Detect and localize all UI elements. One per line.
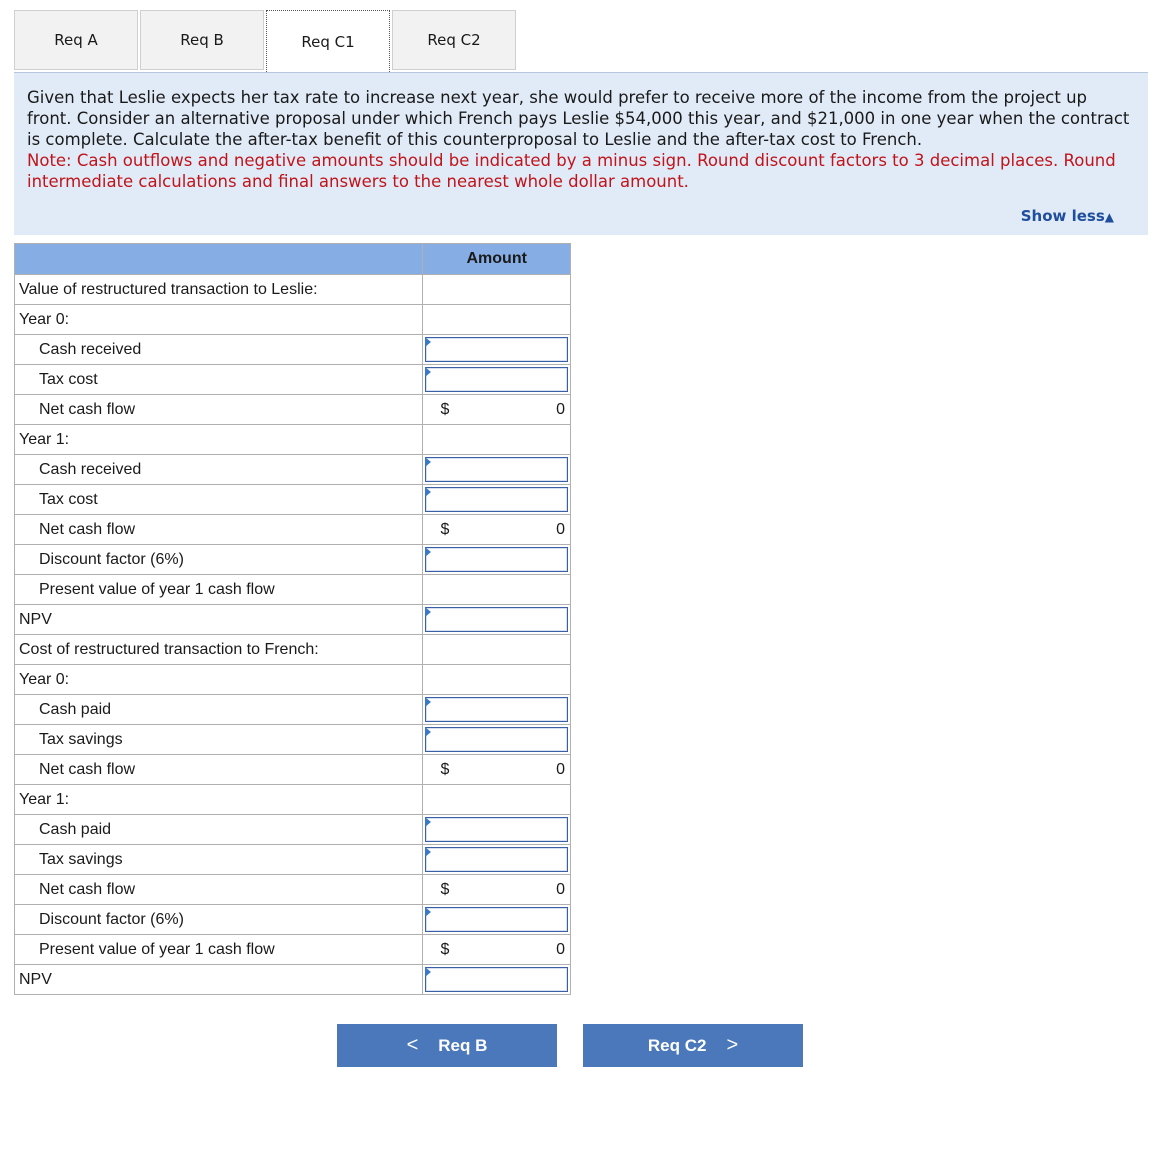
row-label: Net cash flow: [15, 515, 423, 545]
tab-req-b[interactable]: Req B: [140, 10, 264, 70]
french-npv-input[interactable]: [425, 967, 568, 992]
tab-req-a[interactable]: Req A: [14, 10, 138, 70]
leslie-y0-tax-cost-input[interactable]: [425, 367, 568, 392]
row-label: Year 0:: [15, 305, 423, 335]
section-label-leslie: Value of restructured transaction to Leslie:: [15, 275, 423, 305]
table-row: [15, 935, 571, 965]
row-label: Cash received: [15, 455, 423, 485]
row-label: Year 0:: [15, 665, 423, 695]
prev-req-b-button[interactable]: [337, 1024, 557, 1067]
french-pv-year1-value: 0: [556, 940, 565, 958]
table-row: [15, 815, 571, 845]
row-label: Year 1:: [15, 425, 423, 455]
row-label: Year 1:: [15, 785, 423, 815]
instructions-text: Given that Leslie expects her tax rate to increase next year, she would prefer to receive more of the income from the project up front. Consider an alternative proposal under which French pays Leslie $54,000 this year, and $21,000 in one year when the contract is complete. Calculate the after-tax benefit of this counterproposal to Leslie and the after-tax cost to French.: [27, 88, 1130, 149]
table-row: [15, 875, 571, 905]
table-row: [15, 785, 571, 815]
currency-symbol: $: [440, 520, 450, 538]
next-req-c2-button[interactable]: [583, 1024, 803, 1067]
section-label-french: Cost of restructured transaction to French:: [15, 635, 423, 665]
table-row: [15, 425, 571, 455]
table-row: [15, 395, 571, 425]
header-label-cell: [15, 244, 423, 275]
french-y1-net-cash-flow-value: 0: [556, 880, 565, 898]
table-row: [15, 725, 571, 755]
row-label: Tax cost: [15, 365, 423, 395]
show-less-label: Show less: [1020, 207, 1105, 225]
chevron-left-icon: <: [406, 1034, 419, 1056]
row-label: Net cash flow: [15, 875, 423, 905]
row-label: Discount factor (6%): [15, 545, 423, 575]
row-label: Tax savings: [15, 845, 423, 875]
row-label: Present value of year 1 cash flow: [15, 935, 423, 965]
table-row: [15, 335, 571, 365]
row-label: Net cash flow: [15, 395, 423, 425]
table-row: [15, 575, 571, 605]
instructions-panel: [14, 72, 1148, 235]
leslie-y1-net-cash-flow-value: 0: [556, 520, 565, 538]
table-row: [15, 545, 571, 575]
french-y0-tax-savings-input[interactable]: [425, 727, 568, 752]
row-label: Tax cost: [15, 485, 423, 515]
row-label: Net cash flow: [15, 755, 423, 785]
table-row: [15, 755, 571, 785]
currency-symbol: $: [440, 400, 450, 418]
row-label: Cash paid: [15, 695, 423, 725]
row-label: Cash received: [15, 335, 423, 365]
french-y0-net-cash-flow-value: 0: [556, 760, 565, 778]
table-row: [15, 305, 571, 335]
row-label: NPV: [15, 605, 423, 635]
currency-symbol: $: [440, 760, 450, 778]
next-button-label: Req C2: [647, 1035, 707, 1055]
row-label: Discount factor (6%): [15, 905, 423, 935]
leslie-y1-cash-received-input[interactable]: [425, 457, 568, 482]
calculation-table: [14, 243, 571, 995]
french-y1-cash-paid-input[interactable]: [425, 817, 568, 842]
tab-req-c2[interactable]: Req C2: [392, 10, 516, 70]
amount-header: Amount: [423, 244, 571, 275]
table-row: [15, 485, 571, 515]
table-row: [15, 845, 571, 875]
chevron-right-icon: >: [726, 1034, 739, 1056]
table-row: [15, 965, 571, 995]
french-y1-tax-savings-input[interactable]: [425, 847, 568, 872]
tab-bar: [14, 10, 518, 72]
table-row: [15, 605, 571, 635]
table-row: [15, 515, 571, 545]
table-row: [15, 635, 571, 665]
french-y0-cash-paid-input[interactable]: [425, 697, 568, 722]
french-discount-factor-input[interactable]: [425, 907, 568, 932]
table-row: [15, 665, 571, 695]
currency-symbol: $: [440, 880, 450, 898]
currency-symbol: $: [440, 940, 450, 958]
row-label: Present value of year 1 cash flow: [15, 575, 423, 605]
instructions-note: Note: Cash outflows and negative amounts should be indicated by a minus sign. Round discount factors to 3 decimal places. Round intermediate calculations and final answers to the nearest whole dollar amount.: [27, 151, 1116, 191]
leslie-y1-tax-cost-input[interactable]: [425, 487, 568, 512]
row-label: NPV: [15, 965, 423, 995]
table-row: [15, 905, 571, 935]
table-row: [15, 455, 571, 485]
leslie-y0-cash-received-input[interactable]: [425, 337, 568, 362]
triangle-up-icon: ▲: [1104, 210, 1114, 224]
table-row: [15, 275, 571, 305]
leslie-y0-net-cash-flow-value: 0: [556, 400, 565, 418]
show-less-button[interactable]: [1021, 206, 1114, 228]
prev-button-label: Req B: [438, 1035, 488, 1055]
row-label: Tax savings: [15, 725, 423, 755]
leslie-discount-factor-input[interactable]: [425, 547, 568, 572]
table-row: [15, 695, 571, 725]
row-label: Cash paid: [15, 815, 423, 845]
table-row: [15, 365, 571, 395]
tab-req-c1[interactable]: Req C1: [266, 10, 390, 72]
leslie-npv-input[interactable]: [425, 607, 568, 632]
table-header-row: [15, 244, 571, 275]
